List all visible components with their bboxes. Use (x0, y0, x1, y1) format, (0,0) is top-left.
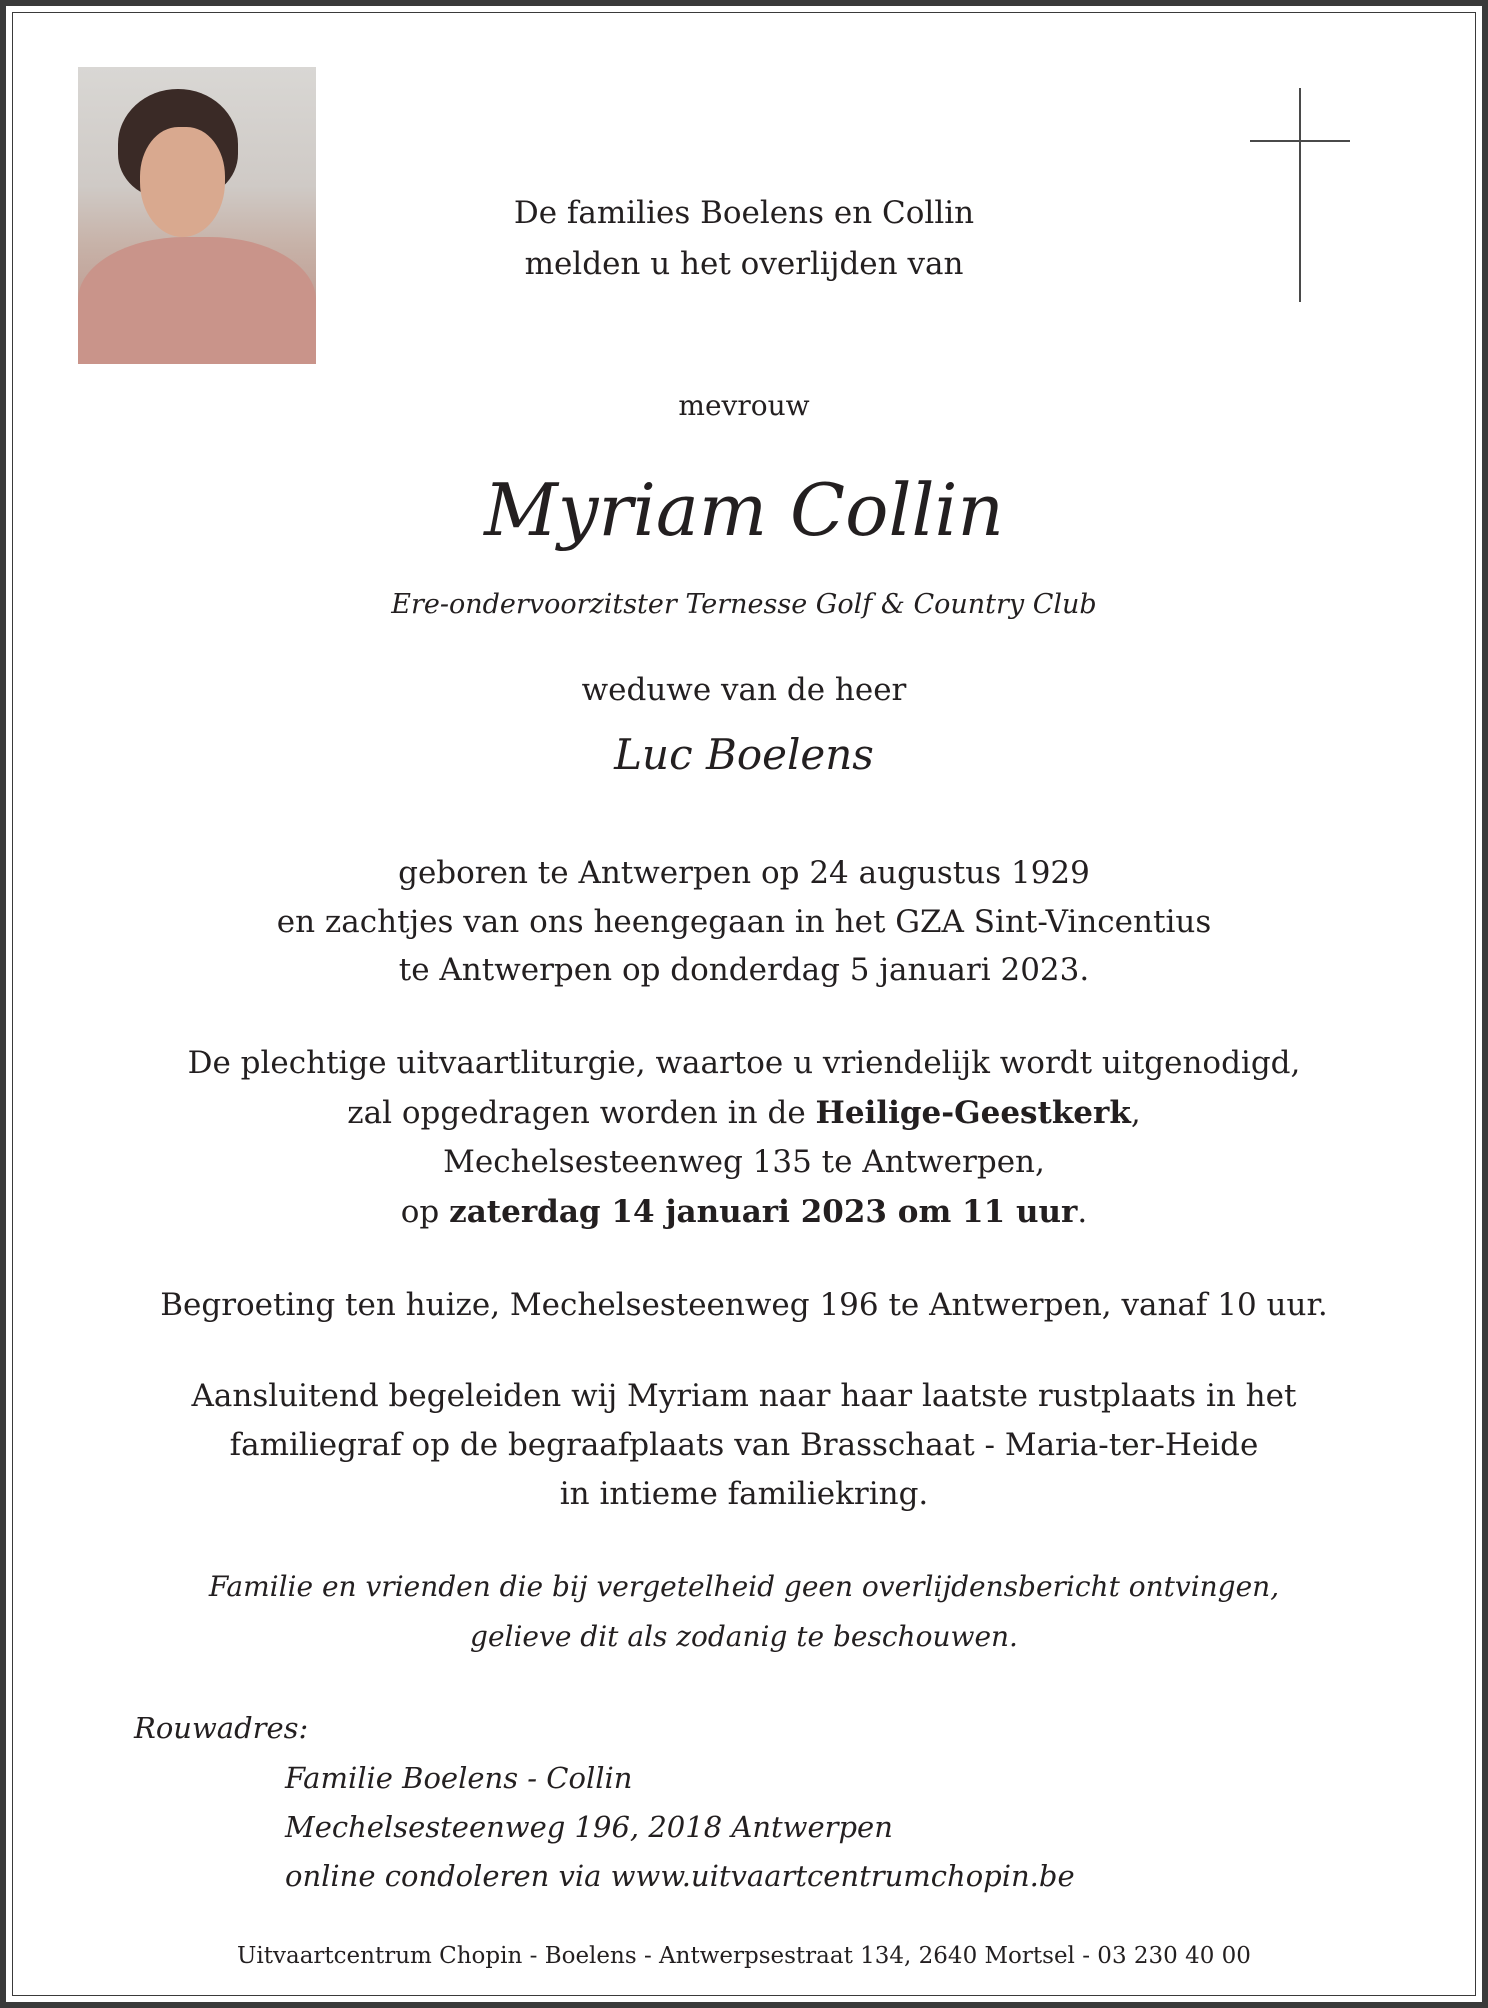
notice-line-2: gelieve dit als zodanig te beschouwen. (470, 1620, 1018, 1653)
funeral-line-3: Mechelsesteenweg 135 te Antwerpen, (443, 1144, 1045, 1180)
church-name: Heilige-Geestkerk (815, 1095, 1131, 1131)
notice-line-1: Familie en vrienden die bij vergetelheid geen overlijdensbericht ontvingen, (208, 1570, 1280, 1603)
funeral-datetime: zaterdag 14 januari 2023 om 11 uur (449, 1194, 1078, 1230)
header-line-1: De families Boelens en Collin (513, 195, 975, 231)
address-line-1: Familie Boelens - Collin (285, 1761, 633, 1795)
footer-line: Uitvaartcentrum Chopin - Boelens - Antwerpsestraat 134, 2640 Mortsel - 03 230 40 00 (237, 1943, 1251, 1969)
burial-line-2: familiegraf op de begraafplaats van Brasschaat - Maria-ter-Heide (229, 1427, 1259, 1463)
life-line-2: en zachtjes van ons heengegaan in het GZA Sint-Vincentius (276, 904, 1212, 940)
header-line-2: melden u het overlijden van (524, 246, 964, 282)
deceased-name: Myriam Collin (484, 468, 1004, 552)
spouse-name: Luc Boelens (614, 730, 874, 779)
cross-icon-bar (1250, 140, 1350, 142)
spouse-intro: weduwe van de heer (581, 672, 907, 708)
life-line-3: te Antwerpen op donderdag 5 januari 2023. (398, 952, 1090, 988)
life-line-1: geboren te Antwerpen op 24 augustus 1929 (398, 855, 1090, 891)
funeral-line-2: zal opgedragen worden in de Heilige-Geestkerk, (347, 1095, 1141, 1131)
address-label: Rouwadres: (134, 1711, 309, 1745)
deceased-role: Ere-ondervoorzitster Ternesse Golf & Country Club (391, 589, 1097, 620)
funeral-line-4: op zaterdag 14 januari 2023 om 11 uur. (400, 1194, 1088, 1230)
burial-line-3: in intieme familiekring. (559, 1476, 929, 1512)
greeting-line: Begroeting ten huize, Mechelsesteenweg 196 te Antwerpen, vanaf 10 uur. (160, 1287, 1328, 1323)
funeral-line-1: De plechtige uitvaartliturgie, waartoe u vriendelijk wordt uitgenodigd, (187, 1045, 1301, 1081)
burial-line-1: Aansluitend begeleiden wij Myriam naar haar laatste rustplaats in het (191, 1378, 1297, 1414)
address-line-3: online condoleren via www.uitvaartcentrumchopin.be (285, 1859, 1075, 1893)
title-mevrouw: mevrouw (678, 389, 810, 422)
address-line-2: Mechelsesteenweg 196, 2018 Antwerpen (285, 1810, 893, 1844)
